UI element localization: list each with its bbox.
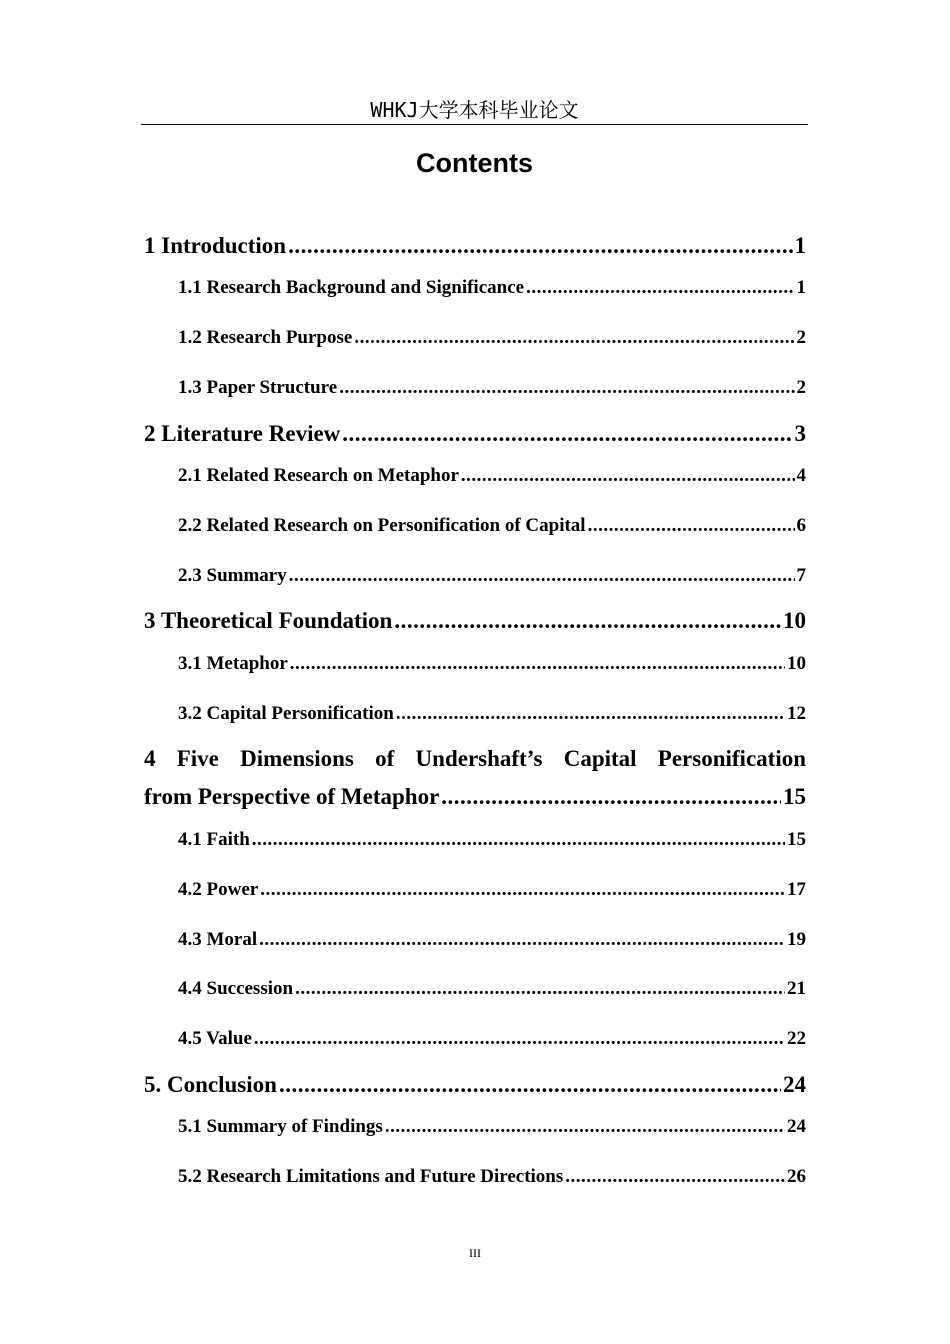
toc-label: from Perspective of Metaphor: [144, 784, 440, 809]
toc-page-number: 21: [787, 978, 806, 999]
running-header: WHKJ大学本科毕业论文: [370, 98, 579, 122]
toc-entry-4-line1[interactable]: 4 Five Dimensions of Undershaft’s Capital Personification: [144, 746, 806, 771]
toc-label: 5. Conclusion: [144, 1072, 277, 1097]
toc-label: 1.3 Paper Structure: [178, 377, 338, 398]
toc-entry-1-3[interactable]: [178, 377, 806, 399]
toc-page-number: 4: [796, 465, 806, 486]
toc-page-number: 2: [796, 377, 806, 398]
dot-leader: [385, 1116, 785, 1138]
toc-label: 1 Introduction: [144, 233, 287, 258]
toc-page-number: 19: [787, 929, 806, 950]
toc-entry-1[interactable]: [144, 233, 806, 259]
toc-page-number: 22: [787, 1028, 806, 1049]
toc-entry-5[interactable]: [144, 1072, 806, 1098]
dot-leader: [461, 465, 795, 487]
dot-leader: [254, 1028, 785, 1050]
toc-entry-1-1[interactable]: [178, 277, 806, 299]
dot-leader: [279, 1072, 781, 1098]
dot-leader: [396, 703, 785, 725]
toc-page-number: 1: [794, 233, 806, 258]
toc-entry-3[interactable]: [144, 608, 806, 634]
toc-page-number: 6: [796, 515, 806, 536]
toc-label: 4.3 Moral: [178, 929, 258, 950]
toc-page-number: 17: [787, 879, 806, 900]
dot-leader: [526, 277, 794, 299]
toc-label: 4.1 Faith: [178, 829, 250, 850]
dot-leader: [441, 784, 781, 810]
toc-entry-2-3[interactable]: [178, 565, 806, 587]
toc-entry-4-5[interactable]: [178, 1028, 806, 1050]
toc-label: 2.1 Related Research on Metaphor: [178, 465, 459, 486]
page-number-footer: III: [469, 1246, 481, 1260]
dot-leader: [260, 879, 785, 901]
toc-page-number: 10: [787, 653, 806, 674]
toc-label: 5.2 Research Limitations and Future Directions: [178, 1166, 564, 1187]
toc-page-number: 15: [787, 829, 806, 850]
dot-leader: [295, 978, 785, 1000]
toc-label: 1.1 Research Background and Significance: [178, 277, 525, 298]
toc-entry-4-1[interactable]: [178, 829, 806, 851]
dot-leader: [259, 929, 785, 951]
dot-leader: [290, 653, 785, 675]
toc-label: 1.2 Research Purpose: [178, 327, 353, 348]
toc-page-number: 7: [796, 565, 806, 586]
page-title: Contents: [416, 148, 533, 178]
toc-entry-5-1[interactable]: [178, 1116, 806, 1138]
dot-leader: [588, 515, 795, 537]
toc-page-number: 24: [783, 1072, 806, 1097]
toc-label: 3.2 Capital Personification: [178, 703, 394, 724]
toc-page-number: 10: [783, 608, 806, 633]
toc-label: 2.2 Related Research on Personification of Capital: [178, 515, 586, 536]
toc-page-number: 1: [796, 277, 806, 298]
toc-entry-4[interactable]: [144, 784, 806, 810]
toc-entry-3-2[interactable]: [178, 703, 806, 725]
dot-leader: [342, 421, 792, 447]
dot-leader: [288, 233, 792, 259]
toc-entry-4-3[interactable]: [178, 929, 806, 951]
toc-label: 2.3 Summary: [178, 565, 287, 586]
toc-entry-3-1[interactable]: [178, 653, 806, 675]
toc-label: 5.1 Summary of Findings: [178, 1116, 383, 1137]
toc-entry-4-4[interactable]: [178, 978, 806, 1000]
toc-label: 4.2 Power: [178, 879, 259, 900]
toc-page-number: 2: [796, 327, 806, 348]
toc-label: 2 Literature Review: [144, 421, 341, 446]
dot-leader: [289, 565, 795, 587]
toc-label: 3 Theoretical Foundation: [144, 608, 393, 633]
toc-entry-1-2[interactable]: [178, 327, 806, 349]
toc-page-number: 12: [787, 703, 806, 724]
toc-entry-5-2[interactable]: [178, 1166, 806, 1188]
toc-entry-2[interactable]: [144, 421, 806, 447]
toc-label: 4.5 Value: [178, 1028, 252, 1049]
toc-entry-2-2[interactable]: [178, 515, 806, 537]
dot-leader: [339, 377, 794, 399]
dot-leader: [565, 1166, 785, 1188]
toc-label: 3.1 Metaphor: [178, 653, 288, 674]
toc-label: 4.4 Succession: [178, 978, 294, 999]
toc-page-number: 24: [787, 1116, 806, 1137]
toc-entry-2-1[interactable]: [178, 465, 806, 487]
toc-entry-4-2[interactable]: [178, 879, 806, 901]
dot-leader: [394, 608, 781, 634]
toc-page-number: 26: [787, 1166, 806, 1187]
toc-page-number: 15: [783, 784, 806, 809]
toc-page-number: 3: [794, 421, 806, 446]
dot-leader: [354, 327, 794, 349]
dot-leader: [252, 829, 785, 851]
